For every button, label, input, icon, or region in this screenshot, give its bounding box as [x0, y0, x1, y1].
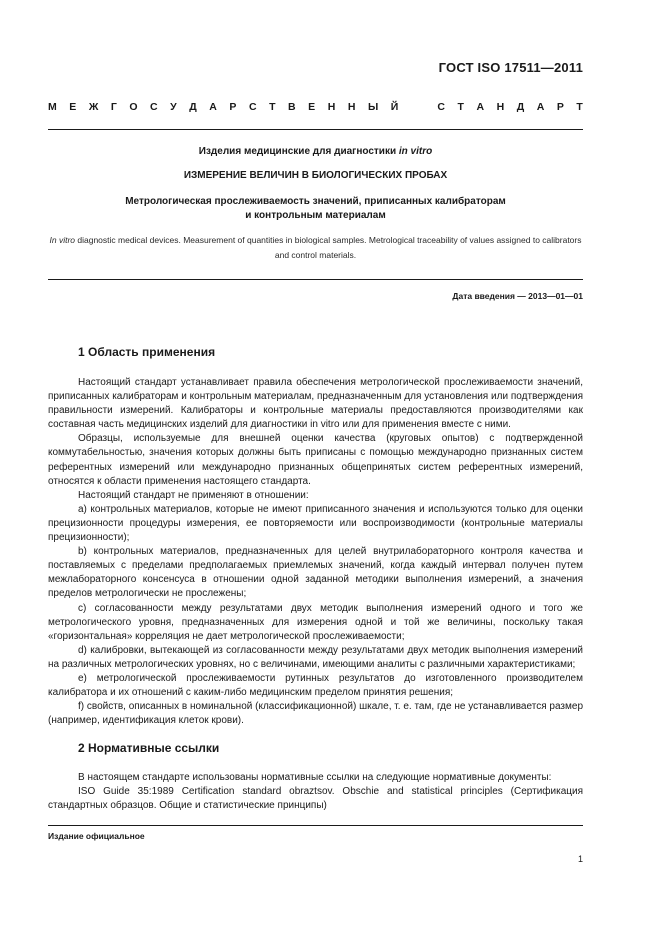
banner-letter: Д [516, 101, 525, 113]
interstate-standard-banner [48, 101, 583, 113]
banner-letter: Т [269, 101, 276, 113]
banner-letter: В [288, 101, 296, 113]
banner-letter: С [248, 101, 257, 113]
banner-letter: Р [556, 101, 564, 113]
english-title-text: diagnostic medical devices. Measurement of quantities in biological samples. Metrological traceability of values assigned to calibrators and control materials. [75, 235, 582, 260]
paragraph: В настоящем стандарте использованы нормативные ссылки на следующие нормативные документы: [78, 772, 552, 783]
paragraph: ISO Guide 35:1989 Certification standard obraztsov. Obschie and statistical principles (Сертификация стандартных образцов. Общие и статистические принципы) [48, 786, 583, 812]
official-edition-label: Издание официальное [48, 831, 145, 841]
list-item: b) контрольных материалов, предназначенных для целей внутрилабораторного контроля качества и поставляемых с пределами предполагаемых приемлемых значений, когда каждый интервал получен путем межлабораторного консенсуса в отношении одной заданной методики выполнения измерений, а значения пределов метрологически не прослежены; [48, 546, 583, 600]
banner-letter: С [437, 101, 445, 113]
banner-letter: Н [347, 101, 356, 113]
banner-letter: А [536, 101, 545, 113]
banner-letter: Й [390, 101, 399, 113]
footer-divider [48, 825, 583, 826]
banner-letter: Т [576, 101, 583, 113]
section-1-body [48, 376, 583, 728]
banner-letter: А [209, 101, 217, 113]
banner-word-gap [411, 101, 425, 113]
english-title-italic: In vitro [49, 235, 76, 245]
list-item: d) калибровки, вытекающей из согласованности между результатами двух методик выполнения измерений на различных метрологических уровнях, но с величинами, имеющими аналиты с различными характеристиками; [48, 644, 583, 670]
banner-letter: Е [308, 101, 316, 113]
banner-letter: Т [457, 101, 464, 113]
banner-letter: О [129, 101, 138, 113]
title-line-3a: Метрологическая прослеживаемость значений, приписанных калибраторам [125, 196, 506, 207]
banner-letter: У [170, 101, 177, 113]
title-line-3b: и контрольным материалам [245, 210, 386, 221]
document-id: ГОСТ ISO 17511—2011 [438, 60, 583, 75]
banner-letter: Е [69, 101, 77, 113]
banner-letter: Н [496, 101, 505, 113]
banner-letter: Ж [88, 101, 99, 113]
page-number: 1 [577, 854, 583, 864]
banner-letter: А [476, 101, 485, 113]
section-2-body [48, 771, 583, 813]
list-item: c) согласованности между результатами двух методик выполнения измерений одного и того же метрологического уровня, предназначенных для измерения одной и той же величины, поскольку такая «горизонтальная» корреляция не дает метрологической прослеживаемости; [48, 602, 583, 642]
banner-letter: Н [327, 101, 336, 113]
title-line-2: ИЗМЕРЕНИЕ ВЕЛИЧИН В БИОЛОГИЧЕСКИХ ПРОБАХ [183, 170, 448, 181]
title-divider [48, 279, 583, 280]
list-item: a) контрольных материалов, которые не имеют приписанного значения и используются только для оценки прецизионности процедуры измерения, ее повторяемости или воспроизводимости (контрольные материалы прецизионности); [48, 503, 583, 544]
banner-letter: С [150, 101, 158, 113]
paragraph: Настоящий стандарт устанавливает правила обеспечения метрологической прослеживаемости значений, приписанных калибраторам и контрольным материалам, предназначенным для установления или подтверждения правильности измерений. Калибраторы и контрольные материалы предоставляются производителями как составная часть медицинских изделий для диагностики in vitro или для применения вместе с ними. [48, 377, 583, 431]
banner-letter: Г [110, 101, 117, 113]
section-2-heading: 2 Нормативные ссылки [78, 741, 220, 755]
list-item: f) свойств, описанных в номинальной (классификационной) шкале, т. е. там, где не устанавливается размер (например, идентификация клеток крови). [48, 701, 583, 727]
title-block [48, 145, 583, 263]
section-1-heading: 1 Область применения [78, 345, 216, 359]
introduction-date: Дата введения — 2013—01—01 [452, 291, 583, 301]
title-line-1 [48, 145, 583, 159]
english-title [48, 233, 583, 263]
banner-letter: Р [229, 101, 237, 113]
banner-letter: Ы [367, 101, 379, 113]
title-line-1-italic: in vitro [398, 146, 433, 157]
title-line-1-text: Изделия медицинские для диагностики [198, 146, 399, 157]
banner-letter: М [48, 101, 57, 113]
banner-letter: Д [189, 101, 197, 113]
top-divider [48, 129, 583, 130]
paragraph: Образцы, используемые для внешней оценки качества (круговых опытов) с подтвержденной коммутабельностью, значения которых должны быть приписаны с помощью международно признанных систем референтных измерений или международно признанных общепринятых систем референтных измерений, относятся к области применения настоящего стандарта. [48, 433, 583, 487]
list-item: e) метрологической прослеживаемости рутинных результатов до изготовленного производителем калибратора и их отношений с каким-либо медицинским пределом принятия решения; [48, 672, 583, 699]
paragraph: Настоящий стандарт не применяют в отношении: [78, 489, 309, 501]
